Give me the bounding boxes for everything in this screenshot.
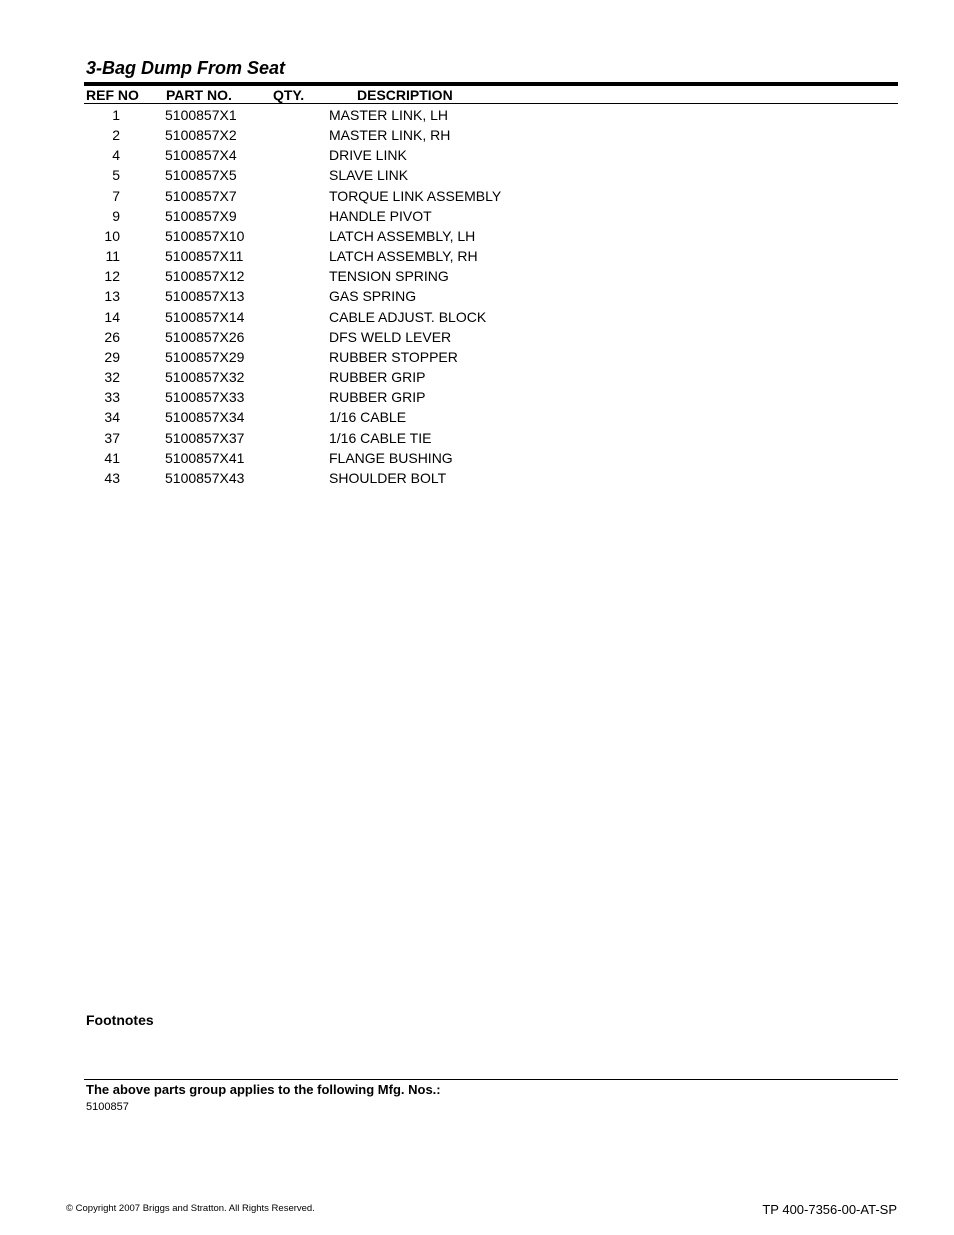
part-no-cell: 5100857X2	[165, 127, 237, 144]
ref-no-cell: 37	[104, 429, 120, 446]
ref-no-cell: 4	[112, 147, 120, 164]
applies-rule	[84, 1079, 898, 1080]
part-no-cell: 5100857X11	[165, 248, 244, 265]
table-row	[84, 347, 898, 367]
ref-no-cell: 9	[112, 207, 120, 224]
ref-no-cell: 13	[104, 288, 120, 305]
table-row	[84, 307, 898, 327]
ref-no-cell: 14	[104, 308, 120, 325]
ref-no-cell: 34	[104, 409, 120, 426]
table-row	[84, 145, 898, 165]
part-no-cell: 5100857X14	[165, 308, 245, 325]
header-rule	[84, 103, 898, 104]
part-no-cell: 5100857X43	[165, 469, 245, 486]
ref-no-cell: 41	[104, 449, 120, 466]
copyright-notice: © Copyright 2007 Briggs and Stratton. All Rights Reserved.	[66, 1203, 315, 1214]
part-no-cell: 5100857X5	[165, 167, 237, 184]
table-row	[84, 428, 898, 448]
part-no-cell: 5100857X4	[165, 147, 237, 164]
description-cell: SHOULDER BOLT	[329, 469, 447, 486]
description-cell: LATCH ASSEMBLY, RH	[329, 248, 478, 265]
table-row	[84, 246, 898, 266]
part-no-cell: 5100857X37	[165, 429, 245, 446]
description-cell: 1/16 CABLE	[329, 409, 407, 426]
table-row	[84, 286, 898, 306]
part-no-cell: 5100857X1	[165, 107, 237, 123]
description-cell: GAS SPRING	[329, 288, 417, 305]
section-title: 3-Bag Dump From Seat	[86, 58, 286, 78]
column-headers	[84, 86, 898, 104]
ref-no-cell: 26	[104, 328, 120, 345]
table-row	[84, 226, 898, 246]
description-cell: MASTER LINK, LH	[329, 107, 449, 123]
part-no-cell: 5100857X12	[165, 268, 245, 285]
description-cell: SLAVE LINK	[329, 167, 409, 184]
footnotes-heading: Footnotes	[86, 1012, 154, 1028]
description-cell: RUBBER GRIP	[329, 389, 426, 406]
description-cell: TORQUE LINK ASSEMBLY	[329, 187, 502, 204]
applies-heading: The above parts group applies to the following Mfg. Nos.:	[86, 1082, 441, 1097]
table-row	[84, 105, 898, 125]
table-row	[84, 387, 898, 407]
ref-no-cell: 33	[104, 389, 120, 406]
part-no-cell: 5100857X41	[165, 449, 245, 466]
description-cell: CABLE ADJUST. BLOCK	[329, 308, 487, 325]
header-ref-no: REF NO	[86, 87, 139, 103]
description-cell: MASTER LINK, RH	[329, 127, 451, 144]
document-number: TP 400-7356-00-AT-SP	[762, 1202, 897, 1217]
description-cell: LATCH ASSEMBLY, LH	[329, 227, 476, 244]
table-row	[84, 468, 898, 488]
description-cell: FLANGE BUSHING	[329, 449, 453, 466]
table-row	[84, 125, 898, 145]
table-row	[84, 448, 898, 468]
ref-no-cell: 32	[104, 369, 120, 386]
part-no-cell: 5100857X32	[165, 369, 245, 386]
table-row	[84, 165, 898, 185]
description-cell: HANDLE PIVOT	[329, 207, 432, 224]
part-no-cell: 5100857X7	[165, 187, 237, 204]
part-no-cell: 5100857X33	[165, 389, 245, 406]
ref-no-cell: 1	[112, 107, 120, 123]
ref-no-cell: 29	[104, 348, 120, 365]
part-no-cell: 5100857X29	[165, 348, 245, 365]
part-no-cell: 5100857X10	[165, 227, 245, 244]
table-row	[84, 266, 898, 286]
ref-no-cell: 11	[105, 248, 120, 265]
mfg-numbers: 5100857	[86, 1101, 129, 1113]
table-row	[84, 206, 898, 226]
description-cell: DRIVE LINK	[329, 147, 407, 164]
ref-no-cell: 10	[104, 227, 120, 244]
header-qty: QTY.	[273, 87, 305, 103]
table-row	[84, 186, 898, 206]
parts-list	[84, 105, 898, 488]
table-row	[84, 327, 898, 347]
part-no-cell: 5100857X34	[165, 409, 245, 426]
description-cell: RUBBER STOPPER	[329, 348, 458, 365]
table-row	[84, 367, 898, 387]
header-part-no: PART NO.	[166, 87, 232, 103]
ref-no-cell: 2	[112, 127, 120, 144]
ref-no-cell: 43	[104, 469, 120, 486]
ref-no-cell: 12	[104, 268, 120, 285]
part-no-cell: 5100857X13	[165, 288, 245, 305]
ref-no-cell: 7	[112, 187, 120, 204]
description-cell: DFS WELD LEVER	[329, 328, 452, 345]
header-description: DESCRIPTION	[357, 87, 453, 103]
table-row	[84, 407, 898, 427]
ref-no-cell: 5	[112, 167, 120, 184]
description-cell: RUBBER GRIP	[329, 369, 426, 386]
description-cell: 1/16 CABLE TIE	[329, 429, 432, 446]
part-no-cell: 5100857X26	[165, 328, 245, 345]
part-no-cell: 5100857X9	[165, 207, 237, 224]
description-cell: TENSION SPRING	[329, 268, 449, 285]
